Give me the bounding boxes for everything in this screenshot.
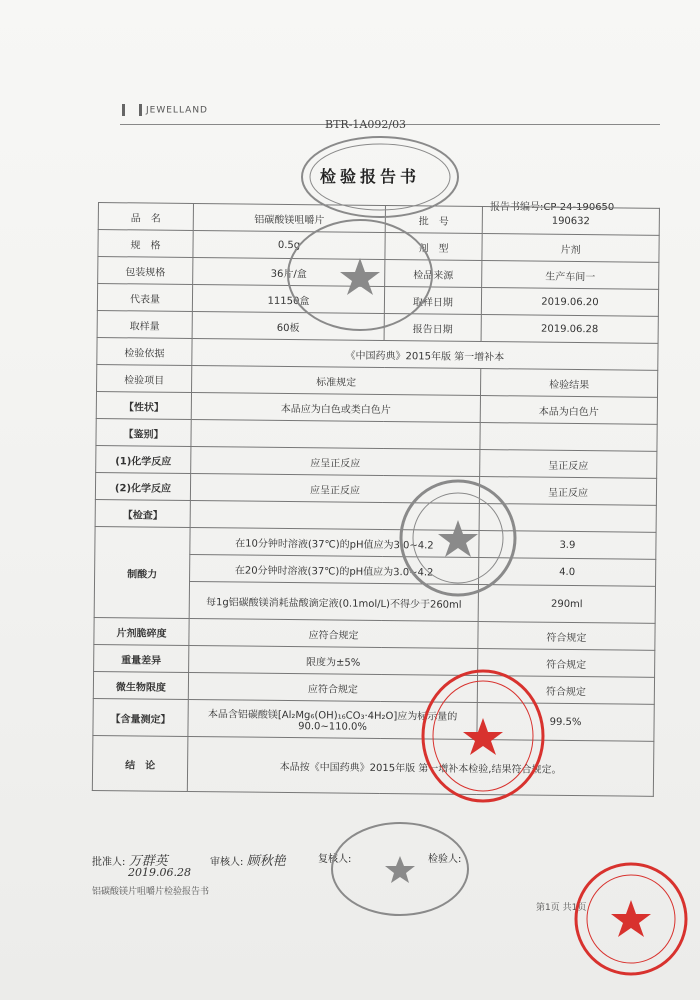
red-quality-seal — [420, 668, 546, 804]
quality-seal-top — [300, 135, 460, 220]
document-code: BTR-1A092/03 — [325, 118, 407, 131]
acid-label: 制酸力 — [94, 526, 190, 618]
page-title: 检验报告书 — [320, 167, 421, 186]
weight-std: 限度为±5% — [189, 645, 478, 675]
signature-date: 2019.06.28 — [128, 866, 191, 879]
rechecker-label: 复核人: — [318, 854, 352, 865]
sample-date-label: 取样日期 — [384, 287, 481, 315]
report-date-label: 报告日期 — [384, 314, 481, 342]
report-date-value: 2019.06.28 — [481, 315, 658, 344]
quality-seal-middle — [285, 218, 435, 333]
assay-label: 【含量测定】 — [93, 698, 188, 736]
chem2-std: 应呈正反应 — [190, 473, 479, 503]
inspector-label: 检验人: — [428, 854, 462, 865]
basis-label: 检验依据 — [97, 337, 192, 365]
acid1-result: 3.9 — [479, 531, 656, 560]
micro-std: 应符合规定 — [188, 672, 477, 702]
acid3-std: 每1g铝碳酸镁消耗盐酸滴定液(0.1mol/L)不得少于260ml — [189, 581, 478, 621]
friab-result: 符合规定 — [478, 622, 655, 651]
chem2-label: (2)化学反应 — [95, 472, 190, 500]
ident-label: 【鉴别】 — [96, 418, 191, 446]
chem1-std: 应呈正反应 — [191, 446, 480, 476]
table-row — [92, 735, 654, 796]
name-label: 品 名 — [98, 203, 193, 231]
logo-text: JEWELLAND — [146, 105, 208, 116]
sample-qty-label: 取样量 — [97, 310, 192, 338]
name-value: 铝碳酸镁咀嚼片 — [193, 204, 385, 233]
friab-std: 应符合规定 — [189, 618, 478, 648]
chem1-label: (1)化学反应 — [96, 445, 191, 473]
logo-mark-icon — [122, 104, 142, 116]
approver-signature: 万群英 — [128, 854, 168, 869]
char-std: 本品应为白色或类白色片 — [191, 392, 480, 422]
chem1-result: 呈正反应 — [480, 450, 657, 479]
reviewer — [210, 850, 286, 869]
sample-date-value: 2019.06.20 — [481, 288, 658, 317]
assay-std: 本品含铝碳酸镁[Al₂Mg₆(OH)₁₆CO₃·4H₂O]应为标示量的90.0~110.0% — [188, 699, 477, 739]
table-row — [95, 526, 656, 559]
exam-label: 【检查】 — [95, 499, 190, 527]
batch-value: 190632 — [482, 207, 659, 236]
company-logo — [122, 104, 208, 116]
form-label: 剂 型 — [385, 233, 482, 261]
form-value: 片剂 — [482, 234, 659, 263]
result-header: 检验结果 — [480, 369, 657, 398]
footer-left: 铝碳酸镁片咀嚼片检验报告书 — [92, 887, 210, 897]
std-header: 标准规定 — [192, 365, 481, 395]
char-result: 本品为白色片 — [480, 396, 657, 425]
footer-right: 第1页 共1页 — [536, 903, 587, 913]
reviewer-signature: 顾秋艳 — [246, 854, 286, 869]
approver-label: 批准人: — [92, 857, 126, 868]
table-row — [93, 698, 654, 741]
char-label: 【性状】 — [96, 391, 191, 419]
assay-result: 99.5% — [477, 702, 654, 741]
reviewer-label: 审核人: — [210, 857, 244, 868]
pack-label: 包装规格 — [98, 257, 193, 285]
source-value: 生产车间一 — [482, 261, 659, 290]
red-pharma-seal — [572, 860, 690, 978]
qty-value: 11150盒 — [192, 284, 384, 313]
acid1-std: 在10分钟时溶液(37℃)的pH值应为3.0~4.2 — [190, 527, 479, 557]
batch-label: 批 号 — [385, 206, 482, 234]
qty-label: 代表量 — [97, 284, 192, 312]
spec-label: 规 格 — [98, 230, 193, 258]
item-header: 检验项目 — [97, 364, 192, 392]
sample-qty-value: 60板 — [192, 311, 384, 340]
acid2-std: 在20分钟时溶液(37℃)的pH值应为3.0~4.2 — [190, 554, 479, 584]
conclusion-value: 本品按《中国药典》2015年版 第一增补本检验,结果符合规定。 — [187, 736, 654, 796]
weight-label: 重量差异 — [94, 644, 189, 672]
basis-value: 《中国药典》2015年版 第一增补本 — [192, 338, 658, 370]
chem2-result: 呈正反应 — [479, 477, 656, 506]
pack-value: 36片/盒 — [193, 257, 385, 286]
quality-seal-bottom — [330, 820, 470, 918]
report-number-label: 报告书编号: — [490, 202, 544, 213]
gray-round-seal — [398, 478, 518, 598]
weight-result: 符合规定 — [478, 649, 655, 678]
micro-label: 微生物限度 — [93, 671, 188, 699]
spec-value: 0.5g — [193, 230, 385, 259]
report-number-value: CP-24-190650 — [543, 202, 615, 213]
friab-label: 片剂脆碎度 — [94, 617, 189, 645]
source-label: 检品来源 — [385, 260, 482, 288]
acid3-result: 290ml — [478, 585, 655, 624]
conclusion-label: 结 论 — [92, 735, 188, 791]
acid2-result: 4.0 — [479, 558, 656, 587]
micro-result: 符合规定 — [477, 676, 654, 705]
